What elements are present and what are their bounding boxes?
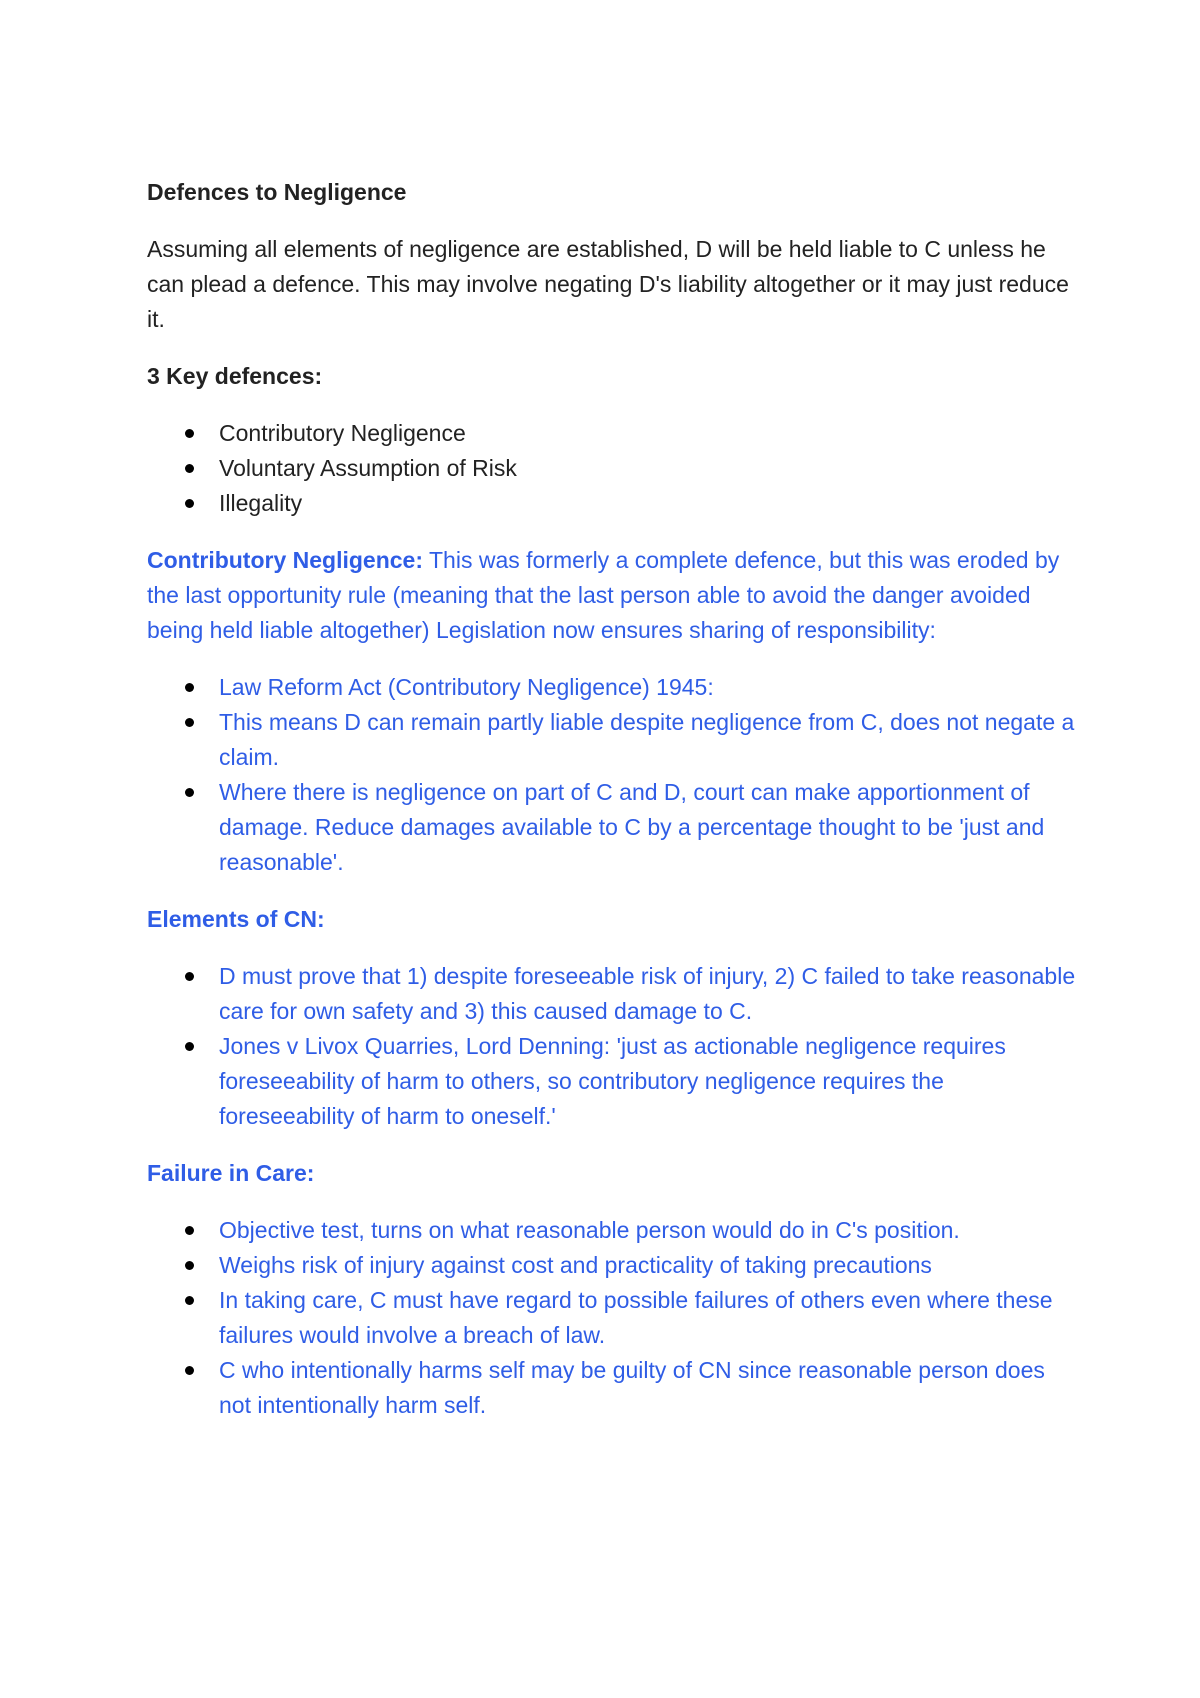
- list-item: Law Reform Act (Contributory Negligence) 1945:: [147, 670, 1080, 705]
- list-item: Objective test, turns on what reasonable person would do in C's position.: [147, 1213, 1080, 1248]
- list-item: Weighs risk of injury against cost and practicality of taking precautions: [147, 1248, 1080, 1283]
- contributory-negligence-list: [147, 670, 1080, 880]
- list-item: D must prove that 1) despite foreseeable risk of injury, 2) C failed to take reasonable care for own safety and 3) this caused damage to C.: [147, 959, 1080, 1029]
- list-item: C who intentionally harms self may be guilty of CN since reasonable person does not intentionally harm self.: [147, 1353, 1080, 1423]
- list-item: Contributory Negligence: [147, 416, 1080, 451]
- list-item: In taking care, C must have regard to possible failures of others even where these failures would involve a breach of law.: [147, 1283, 1080, 1353]
- list-item: Voluntary Assumption of Risk: [147, 451, 1080, 486]
- key-defences-heading: 3 Key defences:: [147, 363, 323, 389]
- contributory-negligence-text: This was formerly a complete defence, but this was eroded by the last opportunity rule (meaning that the last person able to avoid the danger avoided being held liable altogether) Legislation now ensures sharing of responsibility:: [147, 547, 1060, 643]
- list-item: This means D can remain partly liable despite negligence from C, does not negate a claim.: [147, 705, 1080, 775]
- list-item: Jones v Livox Quarries, Lord Denning: 'just as actionable negligence requires foreseeability of harm to others, so contributory negligence requires the foreseeability of harm to oneself.': [147, 1029, 1080, 1134]
- elements-of-cn-list: [147, 959, 1080, 1134]
- contributory-negligence-paragraph: [147, 543, 1080, 648]
- contributory-negligence-label: Contributory Negligence:: [147, 547, 424, 573]
- document-title: Defences to Negligence: [147, 179, 407, 205]
- list-item: Where there is negligence on part of C and D, court can make apportionment of damage. Reduce damages available to C by a percentage thought to be 'just and reasonable'.: [147, 775, 1080, 880]
- failure-in-care-list: [147, 1213, 1080, 1423]
- intro-paragraph: Assuming all elements of negligence are established, D will be held liable to C unless he can plead a defence. This may involve negating D's liability altogether or it may just reduce it.: [147, 236, 1069, 332]
- list-item: Illegality: [147, 486, 1080, 521]
- key-defences-list: [147, 416, 1080, 521]
- failure-in-care-heading: Failure in Care:: [147, 1160, 315, 1186]
- elements-of-cn-heading: Elements of CN:: [147, 906, 325, 932]
